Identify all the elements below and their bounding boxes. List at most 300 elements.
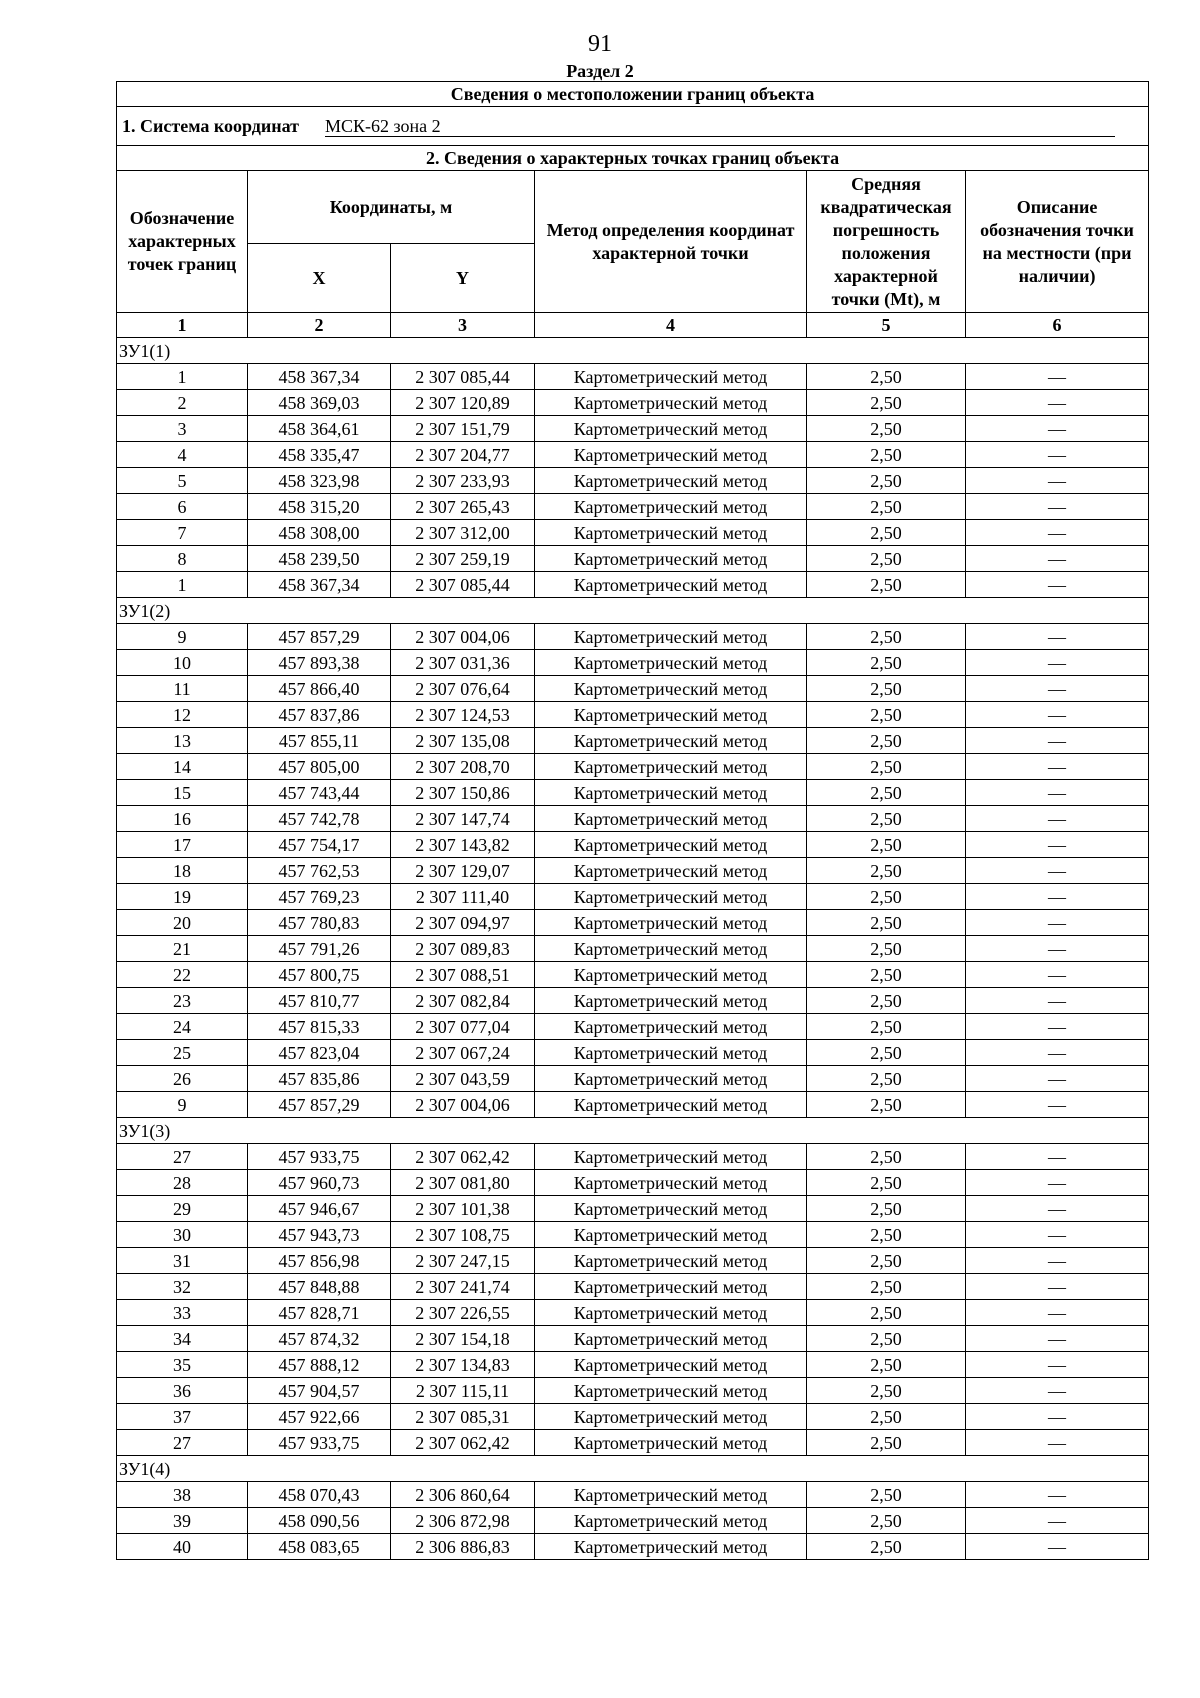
point-number-cell: 4 [117, 442, 248, 468]
method-cell: Картометрический метод [535, 1378, 807, 1404]
point-number-cell: 13 [117, 728, 248, 754]
table-title: Сведения о местоположении границ объекта [117, 82, 1149, 107]
method-cell: Картометрический метод [535, 1248, 807, 1274]
point-number-cell: 33 [117, 1300, 248, 1326]
method-cell: Картометрический метод [535, 494, 807, 520]
table-row [117, 1326, 1149, 1352]
x-coordinate-cell: 457 856,98 [248, 1248, 391, 1274]
table-row [117, 546, 1149, 572]
point-number-cell: 27 [117, 1430, 248, 1456]
x-coordinate-cell: 457 780,83 [248, 910, 391, 936]
error-cell: 2,50 [807, 702, 966, 728]
point-number-cell: 31 [117, 1248, 248, 1274]
error-cell: 2,50 [807, 1404, 966, 1430]
x-coordinate-cell: 457 815,33 [248, 1014, 391, 1040]
method-cell: Картометрический метод [535, 780, 807, 806]
table-row [117, 1508, 1149, 1534]
table-row [117, 624, 1149, 650]
y-coordinate-cell: 2 307 085,44 [391, 364, 535, 390]
description-cell: — [966, 650, 1149, 676]
point-number-cell: 37 [117, 1404, 248, 1430]
x-coordinate-cell: 458 315,20 [248, 494, 391, 520]
description-cell: — [966, 962, 1149, 988]
method-cell: Картометрический метод [535, 442, 807, 468]
y-coordinate-cell: 2 307 120,89 [391, 390, 535, 416]
x-coordinate-cell: 457 810,77 [248, 988, 391, 1014]
description-cell: — [966, 1248, 1149, 1274]
description-cell: — [966, 702, 1149, 728]
x-coordinate-cell: 457 904,57 [248, 1378, 391, 1404]
y-coordinate-cell: 2 307 259,19 [391, 546, 535, 572]
description-cell: — [966, 884, 1149, 910]
point-number-cell: 23 [117, 988, 248, 1014]
point-number-cell: 39 [117, 1508, 248, 1534]
table-row [117, 884, 1149, 910]
x-coordinate-cell: 458 070,43 [248, 1482, 391, 1508]
y-coordinate-cell: 2 307 076,64 [391, 676, 535, 702]
method-cell: Картометрический метод [535, 1482, 807, 1508]
table-row [117, 1430, 1149, 1456]
description-cell: — [966, 1014, 1149, 1040]
description-cell: — [966, 1430, 1149, 1456]
error-cell: 2,50 [807, 936, 966, 962]
column-index: 4 [535, 313, 807, 338]
x-coordinate-cell: 458 308,00 [248, 520, 391, 546]
y-coordinate-cell: 2 307 085,31 [391, 1404, 535, 1430]
error-cell: 2,50 [807, 572, 966, 598]
x-coordinate-cell: 457 933,75 [248, 1430, 391, 1456]
y-coordinate-cell: 2 307 150,86 [391, 780, 535, 806]
table-row [117, 754, 1149, 780]
description-cell: — [966, 624, 1149, 650]
error-cell: 2,50 [807, 650, 966, 676]
table-row [117, 1092, 1149, 1118]
y-coordinate-cell: 2 307 115,11 [391, 1378, 535, 1404]
table-row [117, 390, 1149, 416]
header-x: X [248, 244, 391, 313]
x-coordinate-cell: 458 367,34 [248, 572, 391, 598]
point-number-cell: 7 [117, 520, 248, 546]
group-row [117, 598, 1149, 624]
group-name: ЗУ1(3) [117, 1118, 1149, 1144]
x-coordinate-cell: 458 369,03 [248, 390, 391, 416]
table-row [117, 520, 1149, 546]
table-row [117, 988, 1149, 1014]
point-number-cell: 24 [117, 1014, 248, 1040]
header-description: Описание обозначения точки на местности (при наличии) [966, 171, 1149, 313]
description-cell: — [966, 1092, 1149, 1118]
y-coordinate-cell: 2 307 241,74 [391, 1274, 535, 1300]
error-cell: 2,50 [807, 624, 966, 650]
table-row [117, 1196, 1149, 1222]
description-cell: — [966, 1170, 1149, 1196]
x-coordinate-cell: 457 888,12 [248, 1352, 391, 1378]
method-cell: Картометрический метод [535, 1222, 807, 1248]
table-row [117, 1378, 1149, 1404]
description-cell: — [966, 988, 1149, 1014]
y-coordinate-cell: 2 307 226,55 [391, 1300, 535, 1326]
point-number-cell: 12 [117, 702, 248, 728]
description-cell: — [966, 1326, 1149, 1352]
table-row [117, 832, 1149, 858]
y-coordinate-cell: 2 307 151,79 [391, 416, 535, 442]
point-number-cell: 30 [117, 1222, 248, 1248]
method-cell: Картометрический метод [535, 1040, 807, 1066]
description-cell: — [966, 468, 1149, 494]
description-cell: — [966, 910, 1149, 936]
method-cell: Картометрический метод [535, 546, 807, 572]
method-cell: Картометрический метод [535, 936, 807, 962]
y-coordinate-cell: 2 307 154,18 [391, 1326, 535, 1352]
method-cell: Картометрический метод [535, 754, 807, 780]
error-cell: 2,50 [807, 1040, 966, 1066]
error-cell: 2,50 [807, 962, 966, 988]
method-cell: Картометрический метод [535, 1326, 807, 1352]
y-coordinate-cell: 2 307 111,40 [391, 884, 535, 910]
description-cell: — [966, 494, 1149, 520]
point-number-cell: 21 [117, 936, 248, 962]
error-cell: 2,50 [807, 1508, 966, 1534]
x-coordinate-cell: 458 364,61 [248, 416, 391, 442]
y-coordinate-cell: 2 306 860,64 [391, 1482, 535, 1508]
description-cell: — [966, 806, 1149, 832]
point-number-cell: 32 [117, 1274, 248, 1300]
y-coordinate-cell: 2 307 094,97 [391, 910, 535, 936]
table-row [117, 702, 1149, 728]
method-cell: Картометрический метод [535, 1170, 807, 1196]
x-coordinate-cell: 458 239,50 [248, 546, 391, 572]
x-coordinate-cell: 457 866,40 [248, 676, 391, 702]
description-cell: — [966, 520, 1149, 546]
description-cell: — [966, 1274, 1149, 1300]
error-cell: 2,50 [807, 754, 966, 780]
method-cell: Картометрический метод [535, 364, 807, 390]
error-cell: 2,50 [807, 988, 966, 1014]
error-cell: 2,50 [807, 1534, 966, 1560]
x-coordinate-cell: 457 874,32 [248, 1326, 391, 1352]
group-name: ЗУ1(2) [117, 598, 1149, 624]
x-coordinate-cell: 457 837,86 [248, 702, 391, 728]
x-coordinate-cell: 458 335,47 [248, 442, 391, 468]
x-coordinate-cell: 457 960,73 [248, 1170, 391, 1196]
point-number-cell: 1 [117, 572, 248, 598]
y-coordinate-cell: 2 307 089,83 [391, 936, 535, 962]
table-row [117, 936, 1149, 962]
error-cell: 2,50 [807, 884, 966, 910]
description-cell: — [966, 1066, 1149, 1092]
y-coordinate-cell: 2 307 204,77 [391, 442, 535, 468]
method-cell: Картометрический метод [535, 1508, 807, 1534]
error-cell: 2,50 [807, 1066, 966, 1092]
method-cell: Картометрический метод [535, 1300, 807, 1326]
coordinate-system-value: МСК-62 зона 2 [325, 116, 1115, 137]
error-cell: 2,50 [807, 1352, 966, 1378]
point-number-cell: 6 [117, 494, 248, 520]
point-number-cell: 22 [117, 962, 248, 988]
coordinate-system-row [117, 107, 1149, 146]
x-coordinate-cell: 458 090,56 [248, 1508, 391, 1534]
y-coordinate-cell: 2 307 129,07 [391, 858, 535, 884]
error-cell: 2,50 [807, 676, 966, 702]
method-cell: Картометрический метод [535, 1352, 807, 1378]
description-cell: — [966, 416, 1149, 442]
description-cell: — [966, 442, 1149, 468]
x-coordinate-cell: 457 762,53 [248, 858, 391, 884]
group-row [117, 338, 1149, 364]
table-row [117, 676, 1149, 702]
point-number-cell: 34 [117, 1326, 248, 1352]
x-coordinate-cell: 457 823,04 [248, 1040, 391, 1066]
error-cell: 2,50 [807, 728, 966, 754]
method-cell: Картометрический метод [535, 910, 807, 936]
x-coordinate-cell: 457 855,11 [248, 728, 391, 754]
method-cell: Картометрический метод [535, 676, 807, 702]
point-number-cell: 16 [117, 806, 248, 832]
description-cell: — [966, 1222, 1149, 1248]
y-coordinate-cell: 2 307 043,59 [391, 1066, 535, 1092]
error-cell: 2,50 [807, 1196, 966, 1222]
description-cell: — [966, 676, 1149, 702]
table-row [117, 494, 1149, 520]
header-error: Средняя квадратическая погрешность положения характерной точки (Mt), м [807, 171, 966, 313]
method-cell: Картометрический метод [535, 806, 807, 832]
table-row [117, 1170, 1149, 1196]
table-row [117, 910, 1149, 936]
method-cell: Картометрический метод [535, 832, 807, 858]
group-name: ЗУ1(1) [117, 338, 1149, 364]
table-row [117, 858, 1149, 884]
description-cell: — [966, 1378, 1149, 1404]
y-coordinate-cell: 2 306 872,98 [391, 1508, 535, 1534]
y-coordinate-cell: 2 307 062,42 [391, 1430, 535, 1456]
error-cell: 2,50 [807, 1170, 966, 1196]
point-number-cell: 27 [117, 1144, 248, 1170]
x-coordinate-cell: 457 922,66 [248, 1404, 391, 1430]
method-cell: Картометрический метод [535, 1404, 807, 1430]
method-cell: Картометрический метод [535, 416, 807, 442]
group-name: ЗУ1(4) [117, 1456, 1149, 1482]
point-number-cell: 3 [117, 416, 248, 442]
header-designation: Обозначение характерных точек границ [117, 171, 248, 313]
description-cell: — [966, 1352, 1149, 1378]
point-number-cell: 36 [117, 1378, 248, 1404]
point-number-cell: 15 [117, 780, 248, 806]
error-cell: 2,50 [807, 1378, 966, 1404]
points-section-title: 2. Сведения о характерных точках границ объекта [117, 146, 1149, 171]
description-cell: — [966, 1508, 1149, 1534]
error-cell: 2,50 [807, 858, 966, 884]
y-coordinate-cell: 2 307 233,93 [391, 468, 535, 494]
y-coordinate-cell: 2 307 081,80 [391, 1170, 535, 1196]
error-cell: 2,50 [807, 1222, 966, 1248]
column-index: 2 [248, 313, 391, 338]
table-row [117, 1404, 1149, 1430]
x-coordinate-cell: 458 083,65 [248, 1534, 391, 1560]
description-cell: — [966, 1534, 1149, 1560]
description-cell: — [966, 1040, 1149, 1066]
error-cell: 2,50 [807, 520, 966, 546]
y-coordinate-cell: 2 307 312,00 [391, 520, 535, 546]
group-row [117, 1456, 1149, 1482]
group-row [117, 1118, 1149, 1144]
error-cell: 2,50 [807, 1430, 966, 1456]
error-cell: 2,50 [807, 1248, 966, 1274]
point-number-cell: 9 [117, 624, 248, 650]
section-title: Раздел 2 [566, 61, 634, 81]
point-number-cell: 28 [117, 1170, 248, 1196]
point-number-cell: 38 [117, 1482, 248, 1508]
point-number-cell: 11 [117, 676, 248, 702]
table-row [117, 1274, 1149, 1300]
description-cell: — [966, 832, 1149, 858]
page-number: 91 [588, 31, 612, 57]
y-coordinate-cell: 2 307 004,06 [391, 1092, 535, 1118]
description-cell: — [966, 1144, 1149, 1170]
point-number-cell: 14 [117, 754, 248, 780]
error-cell: 2,50 [807, 1326, 966, 1352]
x-coordinate-cell: 457 742,78 [248, 806, 391, 832]
point-number-cell: 19 [117, 884, 248, 910]
table-row [117, 1482, 1149, 1508]
error-cell: 2,50 [807, 1092, 966, 1118]
point-number-cell: 40 [117, 1534, 248, 1560]
y-coordinate-cell: 2 307 265,43 [391, 494, 535, 520]
y-coordinate-cell: 2 307 143,82 [391, 832, 535, 858]
point-number-cell: 20 [117, 910, 248, 936]
table-row [117, 962, 1149, 988]
x-coordinate-cell: 458 323,98 [248, 468, 391, 494]
table-row [117, 1066, 1149, 1092]
table-row [117, 1014, 1149, 1040]
y-coordinate-cell: 2 307 208,70 [391, 754, 535, 780]
x-coordinate-cell: 458 367,34 [248, 364, 391, 390]
description-cell: — [966, 572, 1149, 598]
x-coordinate-cell: 457 743,44 [248, 780, 391, 806]
point-number-cell: 2 [117, 390, 248, 416]
table-row [117, 1534, 1149, 1560]
error-cell: 2,50 [807, 390, 966, 416]
point-number-cell: 18 [117, 858, 248, 884]
method-cell: Картометрический метод [535, 1066, 807, 1092]
error-cell: 2,50 [807, 1300, 966, 1326]
method-cell: Картометрический метод [535, 1196, 807, 1222]
x-coordinate-cell: 457 857,29 [248, 624, 391, 650]
description-cell: — [966, 858, 1149, 884]
point-number-cell: 9 [117, 1092, 248, 1118]
method-cell: Картометрический метод [535, 390, 807, 416]
x-coordinate-cell: 457 893,38 [248, 650, 391, 676]
point-number-cell: 17 [117, 832, 248, 858]
method-cell: Картометрический метод [535, 572, 807, 598]
x-coordinate-cell: 457 805,00 [248, 754, 391, 780]
x-coordinate-cell: 457 800,75 [248, 962, 391, 988]
description-cell: — [966, 754, 1149, 780]
table-row [117, 416, 1149, 442]
error-cell: 2,50 [807, 806, 966, 832]
description-cell: — [966, 1482, 1149, 1508]
point-number-cell: 1 [117, 364, 248, 390]
method-cell: Картометрический метод [535, 1534, 807, 1560]
method-cell: Картометрический метод [535, 884, 807, 910]
table-row [117, 1352, 1149, 1378]
method-cell: Картометрический метод [535, 702, 807, 728]
point-number-cell: 10 [117, 650, 248, 676]
method-cell: Картометрический метод [535, 1144, 807, 1170]
y-coordinate-cell: 2 307 134,83 [391, 1352, 535, 1378]
y-coordinate-cell: 2 307 077,04 [391, 1014, 535, 1040]
method-cell: Картометрический метод [535, 1430, 807, 1456]
method-cell: Картометрический метод [535, 1014, 807, 1040]
point-number-cell: 26 [117, 1066, 248, 1092]
x-coordinate-cell: 457 791,26 [248, 936, 391, 962]
header-coordinates: Координаты, м [248, 171, 535, 244]
point-number-cell: 8 [117, 546, 248, 572]
x-coordinate-cell: 457 769,23 [248, 884, 391, 910]
y-coordinate-cell: 2 307 124,53 [391, 702, 535, 728]
table-row [117, 572, 1149, 598]
x-coordinate-cell: 457 835,86 [248, 1066, 391, 1092]
y-coordinate-cell: 2 307 135,08 [391, 728, 535, 754]
column-index: 1 [117, 313, 248, 338]
method-cell: Картометрический метод [535, 1092, 807, 1118]
error-cell: 2,50 [807, 468, 966, 494]
description-cell: — [966, 1300, 1149, 1326]
y-coordinate-cell: 2 307 031,36 [391, 650, 535, 676]
table-row [117, 442, 1149, 468]
error-cell: 2,50 [807, 832, 966, 858]
table-row [117, 468, 1149, 494]
error-cell: 2,50 [807, 442, 966, 468]
boundary-points-table [116, 81, 1149, 1560]
error-cell: 2,50 [807, 780, 966, 806]
method-cell: Картометрический метод [535, 728, 807, 754]
description-cell: — [966, 390, 1149, 416]
table-row [117, 806, 1149, 832]
description-cell: — [966, 728, 1149, 754]
x-coordinate-cell: 457 848,88 [248, 1274, 391, 1300]
error-cell: 2,50 [807, 910, 966, 936]
table-row [117, 364, 1149, 390]
table-row [117, 780, 1149, 806]
table-row [117, 1248, 1149, 1274]
y-coordinate-cell: 2 307 101,38 [391, 1196, 535, 1222]
description-cell: — [966, 1196, 1149, 1222]
table-row [117, 728, 1149, 754]
y-coordinate-cell: 2 307 085,44 [391, 572, 535, 598]
description-cell: — [966, 364, 1149, 390]
x-coordinate-cell: 457 828,71 [248, 1300, 391, 1326]
method-cell: Картометрический метод [535, 650, 807, 676]
x-coordinate-cell: 457 754,17 [248, 832, 391, 858]
description-cell: — [966, 546, 1149, 572]
y-coordinate-cell: 2 307 004,06 [391, 624, 535, 650]
column-index: 3 [391, 313, 535, 338]
description-cell: — [966, 780, 1149, 806]
y-coordinate-cell: 2 307 082,84 [391, 988, 535, 1014]
description-cell: — [966, 936, 1149, 962]
column-index: 5 [807, 313, 966, 338]
y-coordinate-cell: 2 307 108,75 [391, 1222, 535, 1248]
method-cell: Картометрический метод [535, 1274, 807, 1300]
method-cell: Картометрический метод [535, 988, 807, 1014]
table-row [117, 650, 1149, 676]
table-row [117, 1144, 1149, 1170]
y-coordinate-cell: 2 307 247,15 [391, 1248, 535, 1274]
point-number-cell: 25 [117, 1040, 248, 1066]
method-cell: Картометрический метод [535, 624, 807, 650]
description-cell: — [966, 1404, 1149, 1430]
table-row [117, 1300, 1149, 1326]
